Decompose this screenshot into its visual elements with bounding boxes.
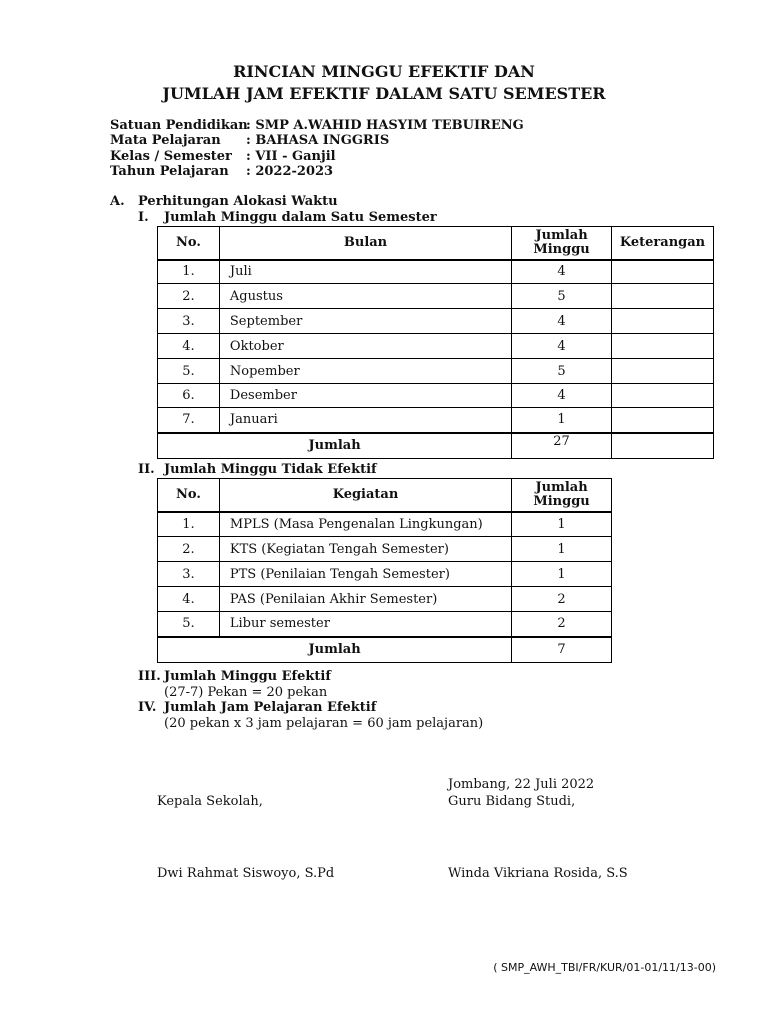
total-label: Jumlah [158, 433, 512, 459]
cell-kegiatan: KTS (Kegiatan Tengah Semester) [219, 537, 511, 562]
table-row [158, 359, 714, 384]
doc-title-line2: JUMLAH JAM EFEKTIF DALAM SATU SEMESTER [162, 84, 606, 103]
info-label-kelas: Kelas / Semester [110, 149, 232, 164]
cell-bulan: Januari [219, 408, 511, 433]
section-a-title: Perhitungan Alokasi Waktu [138, 194, 338, 209]
cell-bulan: Nopember [219, 359, 511, 384]
cell-kegiatan: PTS (Penilaian Tengah Semester) [219, 562, 511, 587]
cell-bulan: September [219, 309, 511, 334]
table-row [158, 562, 612, 587]
place-date: Jombang, 22 Juli 2022 [448, 777, 595, 792]
cell-bulan: Oktober [219, 334, 511, 359]
cell-no: 3. [158, 562, 220, 587]
info-label-satuan: Satuan Pendidikan [110, 118, 248, 133]
cell-jumlah: 5 [512, 284, 612, 309]
cell-no: 3. [158, 309, 220, 334]
info-value-kelas: : VII - Ganjil [246, 149, 336, 164]
cell-jumlah: 1 [512, 408, 612, 433]
header-keterangan: Keterangan [612, 227, 714, 260]
left-signer-role: Kepala Sekolah, [157, 794, 263, 809]
cell-kegiatan: MPLS (Masa Pengenalan Lingkungan) [219, 512, 511, 537]
total-value: 27 [512, 433, 612, 459]
cell-no: 5. [158, 359, 220, 384]
table-minggu-semester [157, 226, 714, 459]
info-value-tahun: : 2022-2023 [246, 164, 334, 179]
header-jumlah-l1: Jumlah [535, 227, 588, 243]
cell-jumlah: 4 [512, 309, 612, 334]
header-jumlah-l2: Minggu [533, 241, 590, 257]
table-row [158, 334, 714, 359]
total-value: 7 [512, 637, 612, 663]
cell-no: 4. [158, 334, 220, 359]
right-signer-role: Guru Bidang Studi, [448, 794, 576, 809]
cell-kegiatan: Libur semester [219, 612, 511, 637]
table-total-row [158, 637, 612, 663]
table-row [158, 309, 714, 334]
part1-title: Jumlah Minggu dalam Satu Semester [164, 210, 437, 225]
cell-jumlah: 2 [512, 587, 612, 612]
cell-jumlah: 1 [512, 512, 612, 537]
cell-no: 4. [158, 587, 220, 612]
table-minggu-tidak-efektif [157, 478, 612, 663]
part4-text: (20 pekan x 3 jam pelajaran = 60 jam pelajaran) [164, 716, 484, 731]
table-row [158, 612, 612, 637]
header-jumlah-minggu [512, 227, 612, 260]
cell-jumlah: 1 [512, 537, 612, 562]
table-row [158, 408, 714, 433]
cell-no: 5. [158, 612, 220, 637]
cell-kegiatan: PAS (Penilaian Akhir Semester) [219, 587, 511, 612]
cell-jumlah: 1 [512, 562, 612, 587]
part4-marker: IV. [138, 700, 157, 715]
info-value-satuan: : SMP A.WAHID HASYIM TEBUIRENG [246, 118, 524, 133]
header-jumlah-l2: Minggu [533, 493, 590, 509]
doc-title-line1: RINCIAN MINGGU EFEKTIF DAN [233, 62, 535, 81]
table-row [158, 384, 714, 408]
right-signer-name: Winda Vikriana Rosida, S.S [448, 866, 628, 881]
part1-marker: I. [138, 210, 149, 225]
total-keterangan [612, 433, 714, 459]
part2-title: Jumlah Minggu Tidak Efektif [164, 462, 377, 477]
cell-keterangan [612, 284, 714, 309]
header-jumlah-l1: Jumlah [535, 479, 588, 495]
left-signer-name: Dwi Rahmat Siswoyo, S.Pd [157, 866, 335, 881]
cell-no: 2. [158, 537, 220, 562]
part2-marker: II. [138, 462, 155, 477]
cell-no: 2. [158, 284, 220, 309]
cell-jumlah: 4 [512, 334, 612, 359]
cell-jumlah: 2 [512, 612, 612, 637]
info-label-mapel: Mata Pelajaran [110, 133, 221, 148]
part3-marker: III. [138, 669, 161, 684]
section-a-marker: A. [110, 194, 125, 209]
table-row [158, 284, 714, 309]
cell-bulan: Desember [219, 384, 511, 408]
table-row [158, 537, 612, 562]
cell-keterangan [612, 260, 714, 284]
cell-no: 7. [158, 408, 220, 433]
cell-no: 1. [158, 512, 220, 537]
total-label: Jumlah [158, 637, 512, 663]
table-header-row [158, 227, 714, 260]
part4-title: Jumlah Jam Pelajaran Efektif [164, 700, 377, 715]
table-header-row [158, 479, 612, 512]
table-row [158, 512, 612, 537]
cell-keterangan [612, 384, 714, 408]
table-row [158, 260, 714, 284]
cell-keterangan [612, 359, 714, 384]
cell-no: 1. [158, 260, 220, 284]
cell-keterangan [612, 309, 714, 334]
header-jumlah-minggu [512, 479, 612, 512]
cell-bulan: Juli [219, 260, 511, 284]
table-row [158, 587, 612, 612]
cell-no: 6. [158, 384, 220, 408]
part3-title: Jumlah Minggu Efektif [164, 669, 331, 684]
cell-keterangan [612, 334, 714, 359]
document-code: ( SMP_AWH_TBI/FR/KUR/01-01/11/13-00) [493, 961, 716, 974]
header-bulan: Bulan [219, 227, 511, 260]
cell-bulan: Agustus [219, 284, 511, 309]
cell-jumlah: 5 [512, 359, 612, 384]
cell-keterangan [612, 408, 714, 433]
part3-text: (27-7) Pekan = 20 pekan [164, 685, 328, 700]
cell-jumlah: 4 [512, 260, 612, 284]
table-total-row [158, 433, 714, 459]
header-no: No. [158, 227, 220, 260]
header-no: No. [158, 479, 220, 512]
header-kegiatan: Kegiatan [219, 479, 511, 512]
info-label-tahun: Tahun Pelajaran [110, 164, 229, 179]
cell-jumlah: 4 [512, 384, 612, 408]
info-value-mapel: : BAHASA INGGRIS [246, 133, 390, 148]
